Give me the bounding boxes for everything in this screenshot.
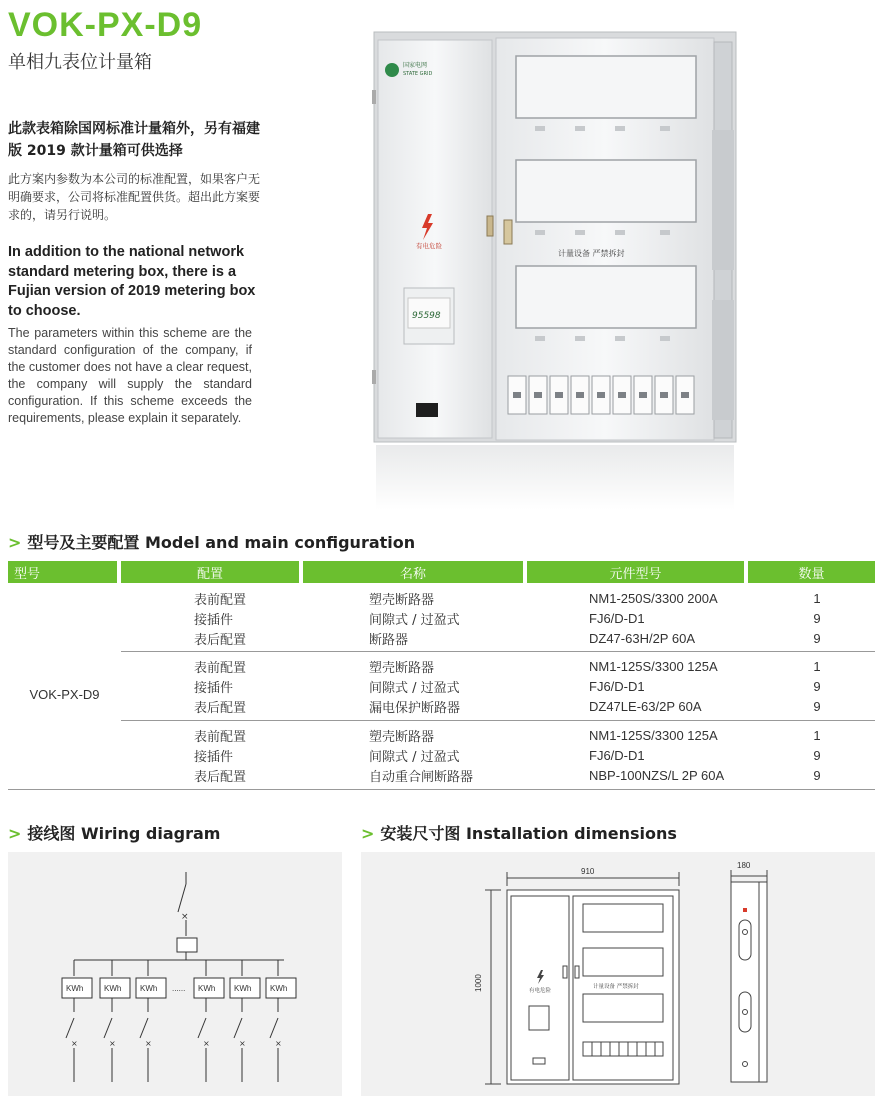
model-cell: VOK-PX-D9 xyxy=(29,686,100,702)
config-group xyxy=(121,652,875,720)
install-diagram-panel xyxy=(361,852,875,1096)
danger-label: 有电危险 xyxy=(416,242,442,250)
svg-text:×: × xyxy=(239,1039,246,1048)
product-title: VOK-PX-D9 xyxy=(8,6,203,44)
wiring-heading-text: 接线图 Wiring diagram xyxy=(27,824,221,843)
config-heading xyxy=(8,530,415,553)
state-grid-logo-en: STATE GRID xyxy=(403,71,433,77)
width-dimension: 910 xyxy=(581,867,595,876)
config-group xyxy=(121,721,875,787)
drawing-danger-label: 有电危险 xyxy=(529,988,552,994)
install-diagram xyxy=(361,852,875,1096)
wiring-heading xyxy=(8,821,220,844)
chevron-right-icon: > xyxy=(8,824,22,843)
seal-label: 计量设备 严禁拆封 xyxy=(558,249,625,258)
table-row: 表前配置 塑壳断路器 NM1-125S/3300 125A 1 xyxy=(194,658,821,676)
col-part: 元件型号 xyxy=(527,561,744,583)
table-row: 表后配置 漏电保护断路器 DZ47LE-63/2P 60A 9 xyxy=(194,698,821,716)
chevron-right-icon: > xyxy=(8,533,22,552)
col-name: 名称 xyxy=(303,561,523,583)
state-grid-logo-cn: 国家电网 xyxy=(403,62,428,69)
depth-dimension: 180 xyxy=(737,861,751,870)
kwh-meter-label: KWh xyxy=(66,984,84,993)
kwh-meter-label: KWh xyxy=(140,984,158,993)
table-header xyxy=(8,561,875,583)
wiring-diagram xyxy=(8,852,342,1096)
svg-text:×: × xyxy=(71,1039,78,1048)
col-model: 型号 xyxy=(8,561,117,583)
config-group xyxy=(121,583,875,651)
kwh-meter-label: KWh xyxy=(104,984,122,993)
intro-cn-bold: 此款表箱除国网标准计量箱外，另有福建版 2019 款计量箱可供选择 xyxy=(8,121,260,159)
table-row: 接插件 间隙式 / 过盈式 FJ6/D-D1 9 xyxy=(194,610,821,628)
height-dimension: 1000 xyxy=(474,974,483,992)
svg-text:×: × xyxy=(203,1039,210,1048)
table-row: 表前配置 塑壳断路器 NM1-125S/3300 125A 1 xyxy=(194,727,821,745)
ellipsis: ...... xyxy=(172,984,186,993)
kwh-meter-label: KWh xyxy=(270,984,288,993)
hotline-label: 95598 xyxy=(412,311,441,321)
intro-en-bold: In addition to the national network standard metering box, there is a Fujian version of 2019 metering box to choose. xyxy=(8,244,256,319)
svg-text:×: × xyxy=(145,1039,152,1048)
table-row: 接插件 间隙式 / 过盈式 FJ6/D-D1 9 xyxy=(194,747,821,765)
svg-text:×: × xyxy=(109,1039,116,1048)
install-heading xyxy=(361,821,677,844)
table-body xyxy=(8,583,875,790)
svg-text:×: × xyxy=(181,912,189,922)
table-row: 表前配置 塑壳断路器 NM1-250S/3300 200A 1 xyxy=(194,590,821,608)
svg-text:×: × xyxy=(275,1039,282,1048)
table-bottom-rule xyxy=(8,789,875,790)
table-row: 表后配置 断路器 DZ47-63H/2P 60A 9 xyxy=(194,630,821,648)
table-row: 表后配置 自动重合闸断路器 NBP-100NZS/L 2P 60A 9 xyxy=(194,767,821,785)
metering-box-image xyxy=(370,20,740,510)
col-config: 配置 xyxy=(121,561,299,583)
product-subtitle: 单相九表位计量箱 xyxy=(8,52,152,73)
kwh-meter-label: KWh xyxy=(234,984,252,993)
kwh-meter-label: KWh xyxy=(198,984,216,993)
intro-cn-body: 此方案内参数为本公司的标准配置，如果客户无明确要求，公司将标准配置供货。超出此方案要求的，请另行说明。 xyxy=(8,172,261,222)
col-qty: 数量 xyxy=(748,561,875,583)
intro-en-body: The parameters within this scheme are the standard configuration of the company, if the customer does not have a clear request, the company will supply the standard configuration. If this scheme exceeds the requirements, please explain it separately. xyxy=(8,326,252,425)
install-heading-text: 安装尺寸图 Installation dimensions xyxy=(380,824,677,843)
config-table xyxy=(8,561,875,790)
chevron-right-icon: > xyxy=(361,824,375,843)
table-row: 接插件 间隙式 / 过盈式 FJ6/D-D1 9 xyxy=(194,678,821,696)
config-heading-text: 型号及主要配置 Model and main configuration xyxy=(27,533,416,552)
drawing-seal-label: 计量设备 严禁拆封 xyxy=(593,984,639,990)
wiring-diagram-panel xyxy=(8,852,342,1096)
